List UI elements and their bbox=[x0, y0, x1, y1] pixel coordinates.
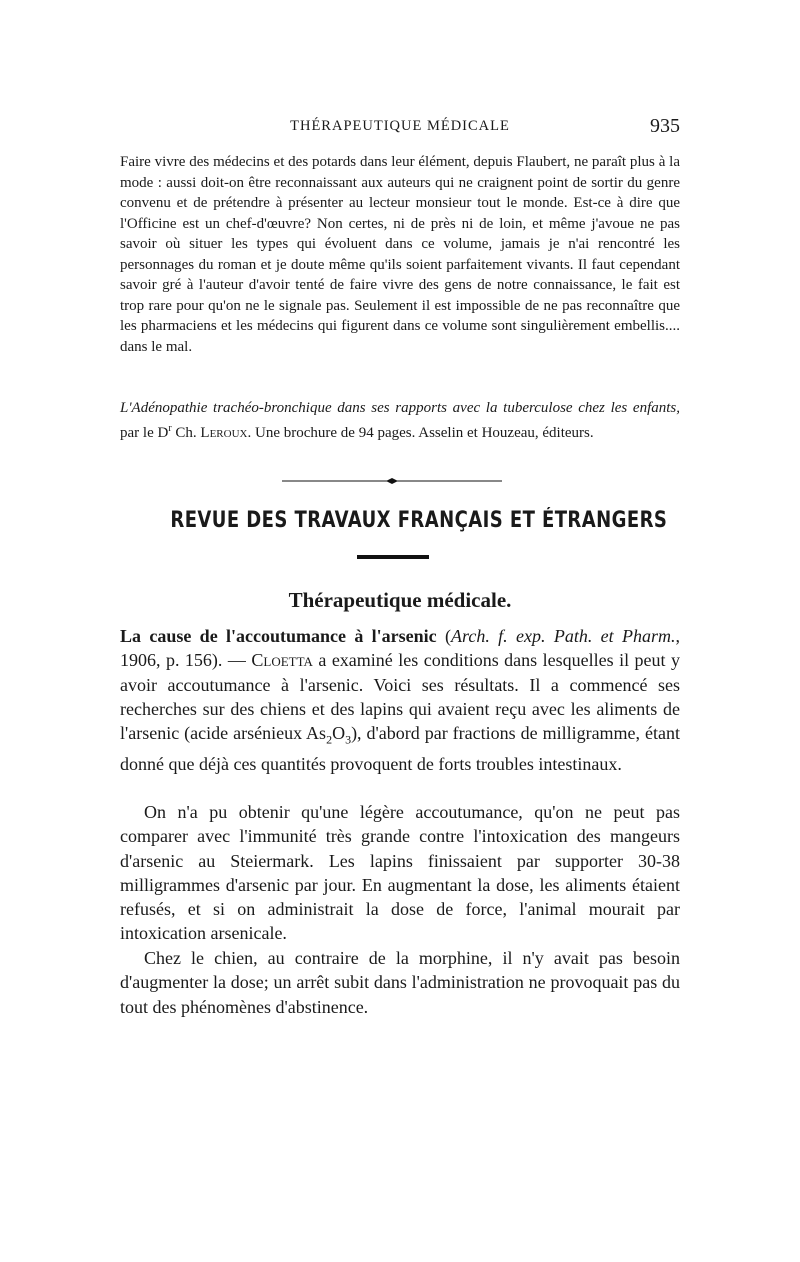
formula-sub-2: 2 bbox=[326, 732, 333, 747]
ornament-divider bbox=[282, 478, 502, 484]
page-number: 935 bbox=[650, 115, 680, 137]
citation-rest: , 1906, p. 156). — bbox=[120, 626, 680, 671]
article-paragraph-1 bbox=[120, 624, 680, 776]
article-author: Cloetta bbox=[251, 650, 313, 671]
article-lead-title: La cause de l'accoutumance à l'arsenic bbox=[120, 626, 437, 646]
bibliography-title: L'Adénopathie trachéo-bronchique dans ses rapports avec la tuberculose chez les enfants, bbox=[120, 400, 680, 416]
section-heading: REVUE DES TRAVAUX FRANÇAIS ET ÉTRANGERS bbox=[170, 508, 668, 533]
heading-rule bbox=[357, 555, 429, 559]
bibliography-entry bbox=[120, 398, 680, 443]
article-text-1: a examiné les conditions dans lesquelles il peut y avoir accoutumance à l'arsenic. Voici ses résultats. Il a commencé ses recherches sur des chiens et des lapins qui avaient reçu avec les aliments de l'arsenic (acide arsénieux As bbox=[120, 650, 681, 744]
formula-sub-3: 3 bbox=[345, 732, 352, 747]
review-paragraph: Faire vivre des médecins et des potards dans leur élément, depuis Flaubert, ne paraît plus à la mode : aussi doit-on être reconnaissant aux auteurs qui ne craignent point de sortir du genre convenu et de prétendre à présenter au lecteur monsieur tout le monde. Est-ce à dire que l'Officine est un chef-d'œuvre? Non certes, ni de près ni de loin, et même j'avoue ne pas savoir où situer les types qui évoluent dans ce volume, jamais je n'ai rencontré les personnages du roman et je doute même qu'ils soient parfaitement vivants. Il faut cependant savoir gré à l'auteur d'avoir tenté de faire vivre des gens de notre connaissance, le fait est trop rare pour qu'on ne le signale pas. Seulement il est impossible de ne pas reconnaître que les pharmaciens et les médecins qui figurent dans ce volume sont singulièrement embellis.... dans le mal. bbox=[120, 154, 680, 355]
citation-open: ( bbox=[436, 626, 452, 646]
citation-journal: Arch. f. exp. Path. et Pharm. bbox=[451, 626, 676, 646]
article-paragraph-3: Chez le chien, au contraire de la morphine, il n'y avait pas besoin d'augmenter la dose; un arrêt subit dans l'administration ne provoquait pas du tout des phénomènes d'abstinence. bbox=[120, 948, 680, 1017]
subsection-heading: Thérapeutique médicale. bbox=[288, 588, 512, 612]
bibliography-by: par le D bbox=[120, 424, 169, 441]
article-text-2: ), d'abord par fractions de milligramme, étant donné que déjà ces quantités provoquent de forts troubles intestinaux. bbox=[120, 723, 680, 775]
bibliography-dr-sup: r bbox=[168, 422, 172, 434]
bibliography-initial: Ch. bbox=[171, 424, 201, 441]
bibliography-details: . Une brochure de 94 pages. Asselin et Houzeau, éditeurs. bbox=[247, 424, 594, 441]
running-title: THÉRAPEUTIQUE MÉDICALE bbox=[290, 118, 510, 134]
running-head bbox=[120, 115, 680, 142]
article-paragraph-2: On n'a pu obtenir qu'une légère accoutumance, qu'on ne peut pas comparer avec l'immunité très grande contre l'intoxication des mangeurs d'arsenic au Steiermark. Les lapins finissaient par supporter 30-38 milligrammes d'arsenic par jour. En augmentant la dose, les aliments étaient refusés, et si on administrait la dose de force, l'animal mourait par intoxication arsenicale. bbox=[120, 802, 680, 944]
bibliography-author: Leroux bbox=[200, 424, 248, 441]
formula-o: O bbox=[332, 723, 346, 744]
